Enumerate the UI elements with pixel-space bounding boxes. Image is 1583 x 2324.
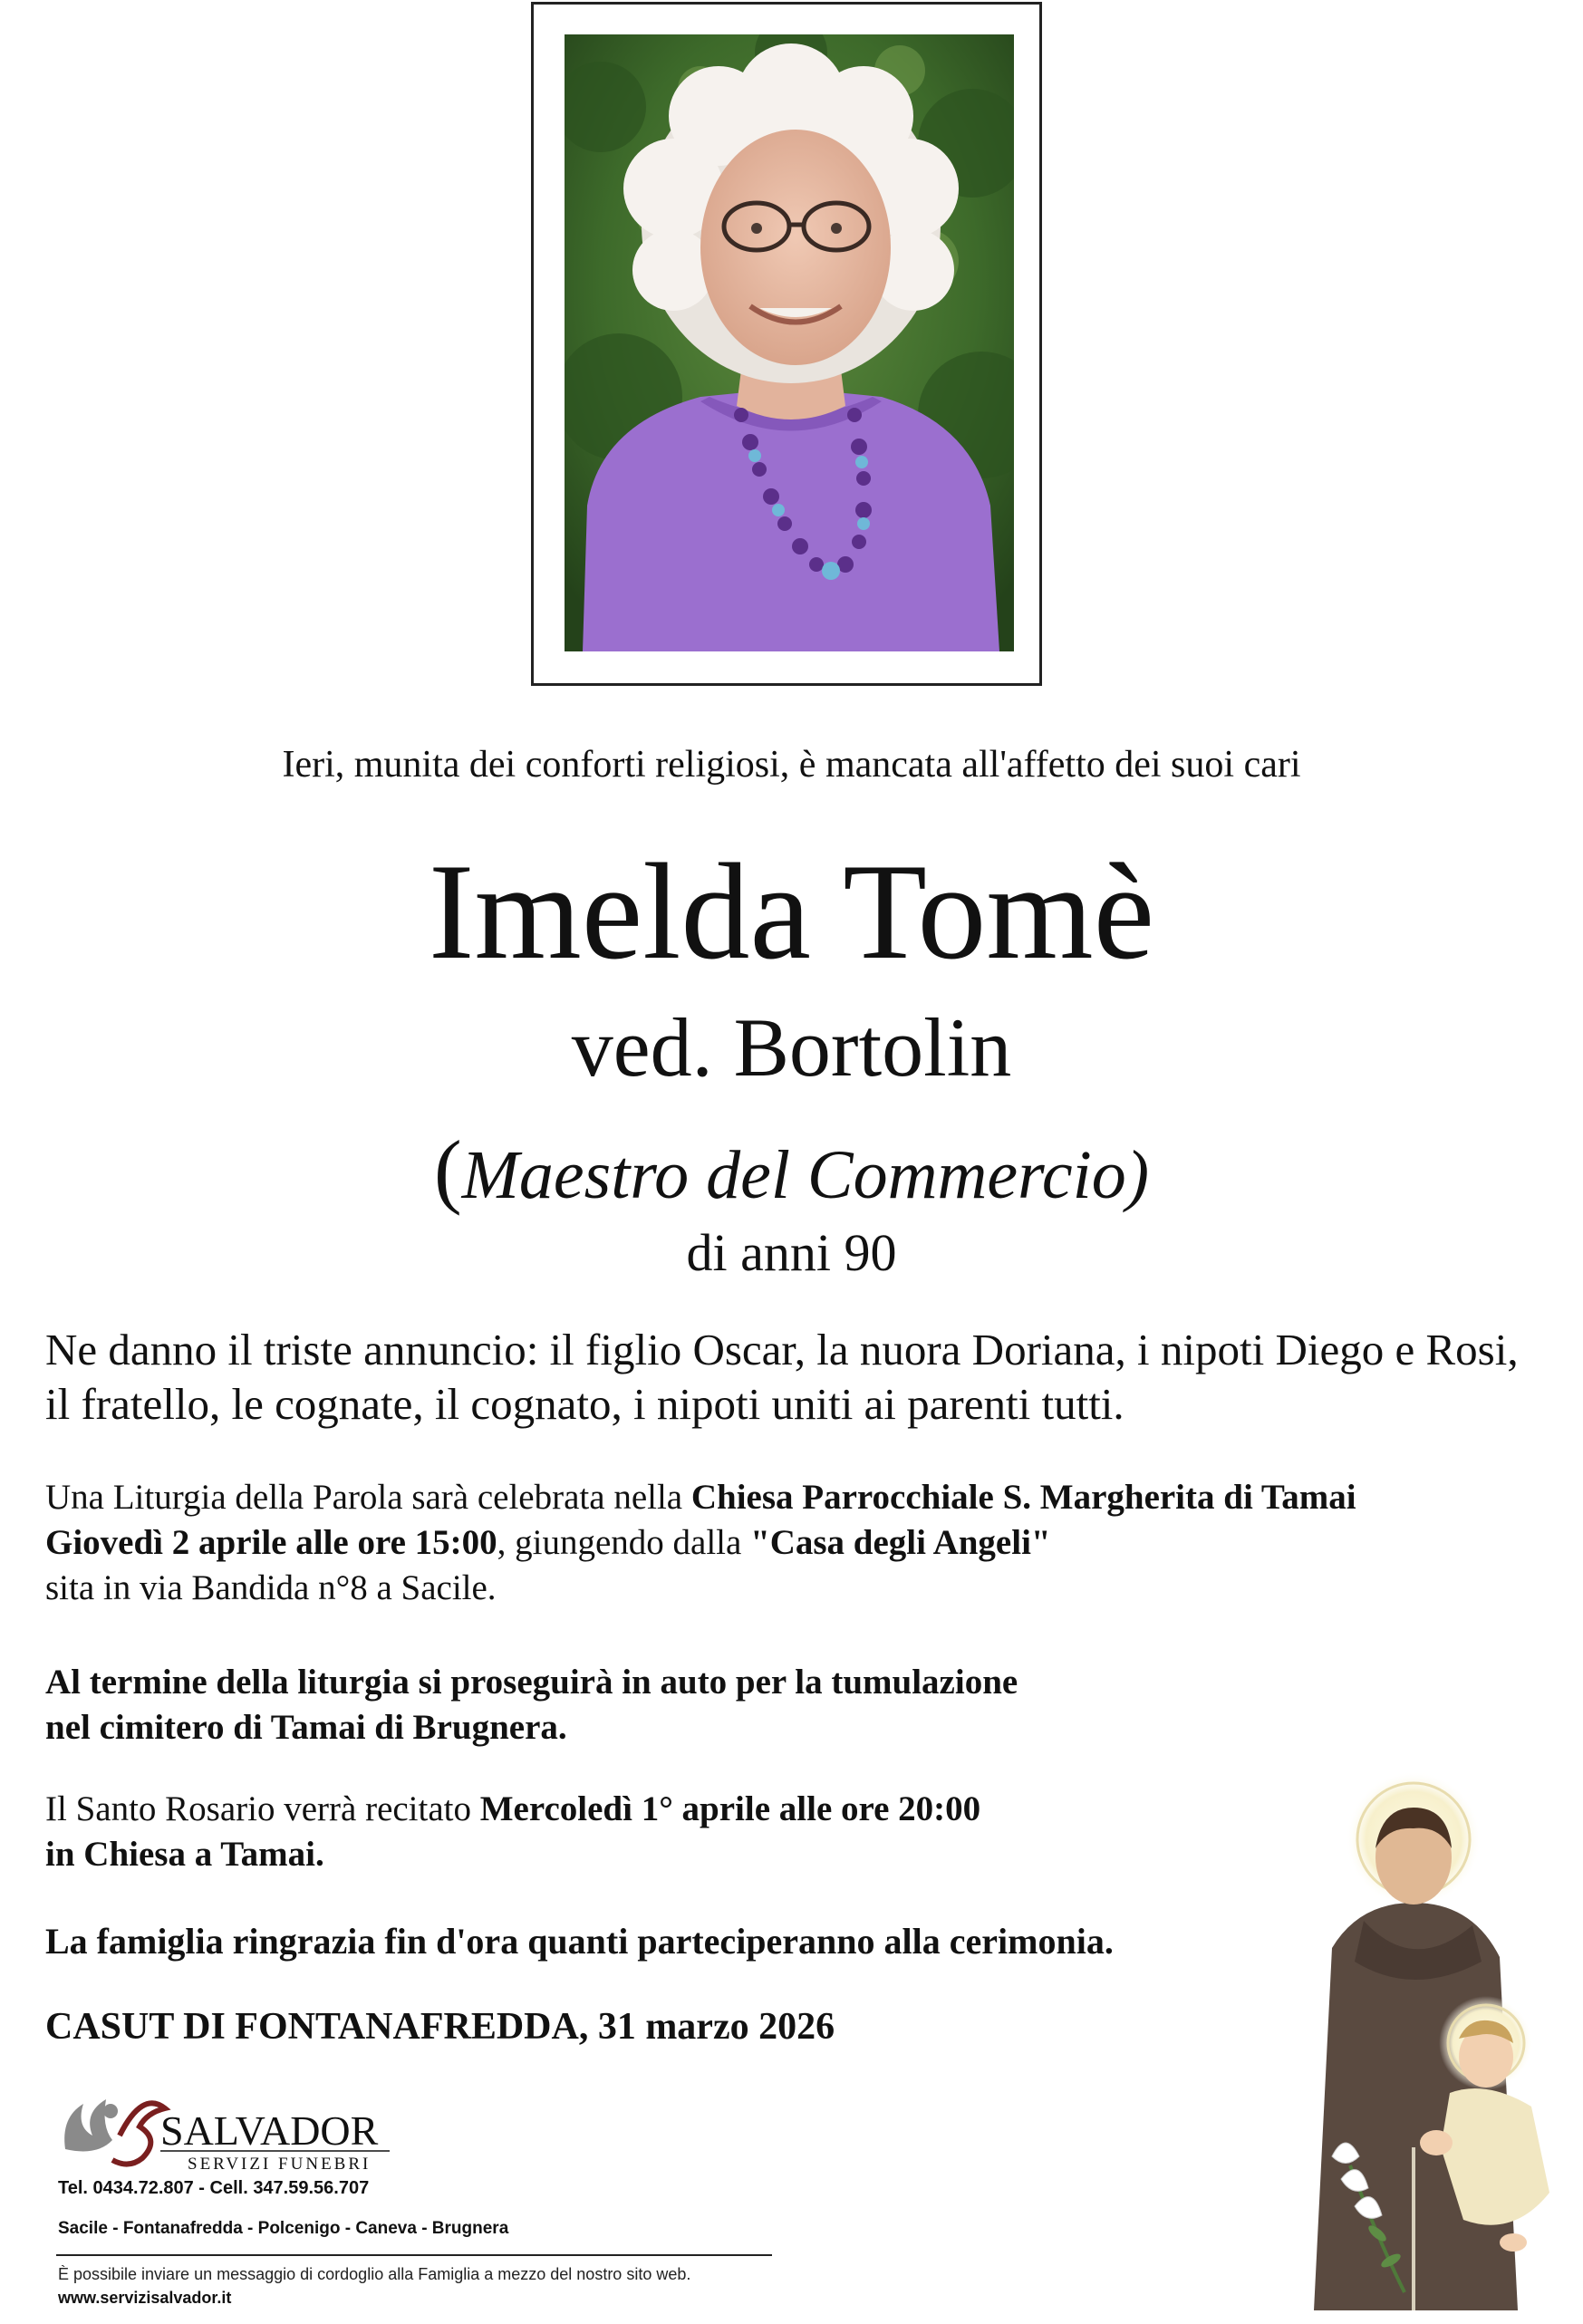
place-date: CASUT DI FONTANAFREDDA, 31 marzo 2026 — [45, 2006, 835, 2048]
liturgy-paragraph — [45, 1475, 1549, 1611]
portrait-photo — [565, 34, 1014, 651]
logo-subtitle: SERVIZI FUNEBRI — [188, 2155, 372, 2174]
burial-paragraph — [45, 1660, 1549, 1750]
liturgy-address: sita in via Bandida n°8 a Sacile. — [45, 1568, 497, 1607]
saint-anthony-image — [1278, 1767, 1583, 2319]
thanks-line: La famiglia ringrazia fin d'ora quanti parteciperanno alla cerimonia. — [45, 1921, 1114, 1962]
liturgy-text-2: , giungendo dalla — [497, 1523, 751, 1562]
deceased-name: Imelda Tomè — [428, 835, 1155, 988]
title-open-paren: ( — [433, 1123, 462, 1216]
title-text: Maestro del Commercio) — [461, 1137, 1150, 1213]
logo-wordmark: SALVADOR — [160, 2107, 379, 2154]
rosary-where: in Chiesa a Tamai. — [45, 1835, 324, 1874]
liturgy-text-1: Una Liturgia della Parola sarà celebrata nella — [45, 1478, 691, 1517]
agency-website[interactable]: www.servizisalvador.it — [58, 2289, 232, 2307]
condolence-message: È possibile inviare un messaggio di cordoglio alla Famiglia a mezzo del nostro sito web. — [58, 2265, 691, 2283]
angel-icon — [64, 2099, 118, 2151]
age-line: di anni 90 — [686, 1223, 897, 1282]
agency-contacts: Tel. 0434.72.807 - Cell. 347.59.56.707 — [58, 2178, 370, 2198]
professional-title — [0, 1123, 1583, 1216]
agency-towns: Sacile - Fontanafredda - Polcenigo - Caneva - Brugnera — [58, 2219, 509, 2238]
rosary-when: Mercoledì 1° aprile alle ore 20:00 — [479, 1789, 981, 1828]
rosary-text: Il Santo Rosario verrà recitato — [45, 1789, 480, 1828]
family-notice: Ne danno il triste annuncio: il figlio Oscar, la nuora Doriana, i nipoti Diego e Rosi, il fratello, le cognate, il cognato, i nipoti uniti ai parenti tutti. — [45, 1325, 1519, 1429]
liturgy-church: Chiesa Parrocchiale S. Margherita di Tamai — [690, 1478, 1356, 1517]
intro-text: Ieri, munita dei conforti religiosi, è mancata all'affetto dei suoi cari — [282, 744, 1301, 786]
burial-line-1: Al termine della liturgia si proseguirà in auto per la tumulazione — [45, 1663, 1018, 1702]
liturgy-when: Giovedì 2 aprile alle ore 15:00 — [45, 1523, 497, 1562]
liturgy-home: "Casa degli Angeli" — [750, 1523, 1051, 1562]
portrait-frame — [531, 2, 1042, 686]
burial-line-2: nel cimitero di Tamai di Brugnera. — [45, 1708, 567, 1747]
agency-logo — [56, 2086, 401, 2176]
married-name: ved. Bortolin — [571, 1001, 1012, 1094]
divider — [56, 2254, 772, 2256]
